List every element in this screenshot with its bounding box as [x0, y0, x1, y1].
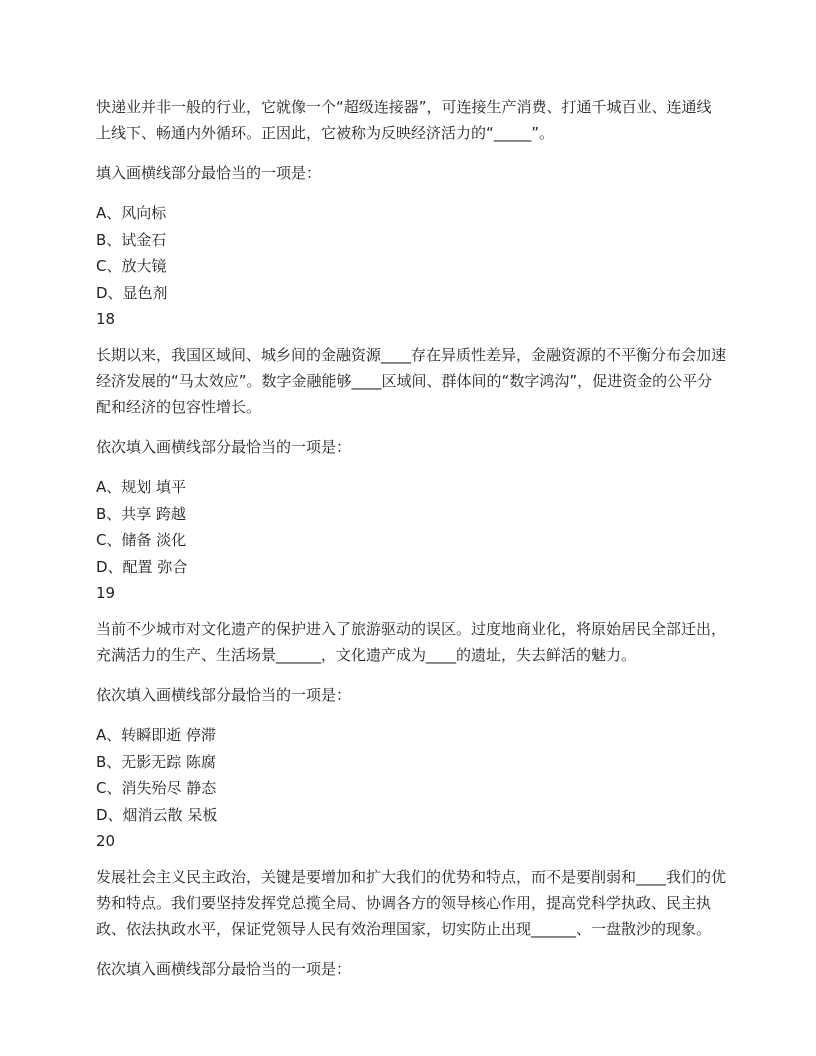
question-18-prompt: 依次填入画横线部分最恰当的一项是： — [96, 438, 352, 456]
question-19 — [96, 580, 726, 828]
option-d: D、配置 弥合 — [96, 557, 188, 576]
option-c: C、消失殆尽 静态 — [96, 779, 217, 797]
question-19-options — [96, 722, 726, 828]
option-a: A、转瞬即逝 停滞 — [96, 726, 217, 744]
question-20-prompt: 依次填入画横线部分最恰当的一项是： — [96, 960, 352, 978]
question-17-options — [96, 200, 726, 306]
option-b: B、共享 跨越 — [96, 504, 187, 523]
option-b: B、试金石 — [96, 230, 167, 249]
option-d: D、烟消云散 呆板 — [96, 805, 218, 824]
option-c: C、放大镜 — [96, 257, 167, 275]
option-a: A、风向标 — [96, 204, 167, 222]
question-17 — [96, 94, 726, 306]
question-18 — [96, 306, 726, 580]
question-number: 19 — [96, 584, 116, 602]
question-number: 20 — [96, 832, 116, 850]
question-17-prompt: 填入画横线部分最恰当的一项是： — [96, 164, 322, 182]
question-19-stem: 当前不少城市对文化遗产的保护进入了旅游驱动的误区。过度地商业化，将原始居民全部迁出，充满活力的生产、生活场景______，文化遗产成为____的遗址，失去鲜活的魅力。 — [96, 620, 727, 664]
question-18-stem: 长期以来，我国区域间、城乡间的金融资源____存在异质性差异，金融资源的不平衡分布会加速经济发展的“马太效应”。数字金融能够____区域间、群体间的“数字鸿沟”，促进资金的公平分配和经济的包容性增长。 — [96, 346, 727, 416]
option-d: D、显色剂 — [96, 283, 168, 302]
option-a: A、规划 填平 — [96, 478, 187, 496]
option-b: B、无影无踪 陈腐 — [96, 752, 217, 771]
question-20 — [96, 828, 726, 982]
question-number: 18 — [96, 310, 116, 328]
question-19-prompt: 依次填入画横线部分最恰当的一项是： — [96, 686, 352, 704]
document-content — [96, 94, 726, 996]
question-20-stem: 发展社会主义民主政治，关键是要增加和扩大我们的优势和特点，而不是要削弱和____我们的优势和特点。我们要坚持发挥党总揽全局、协调各方的领导核心作用，提高党科学执政、民主执政、依法执政水平，保证党领导人民有效治理国家，切实防止出现______、一盘散沙的现象。 — [96, 868, 727, 938]
option-c: C、储备 淡化 — [96, 531, 187, 549]
question-18-options — [96, 474, 726, 580]
question-17-stem: 快递业并非一般的行业，它就像一个“超级连接器”，可连接生产消费、打通千城百业、连通线上线下、畅通内外循环。正因此，它被称为反映经济活力的“_____”。 — [96, 98, 712, 142]
